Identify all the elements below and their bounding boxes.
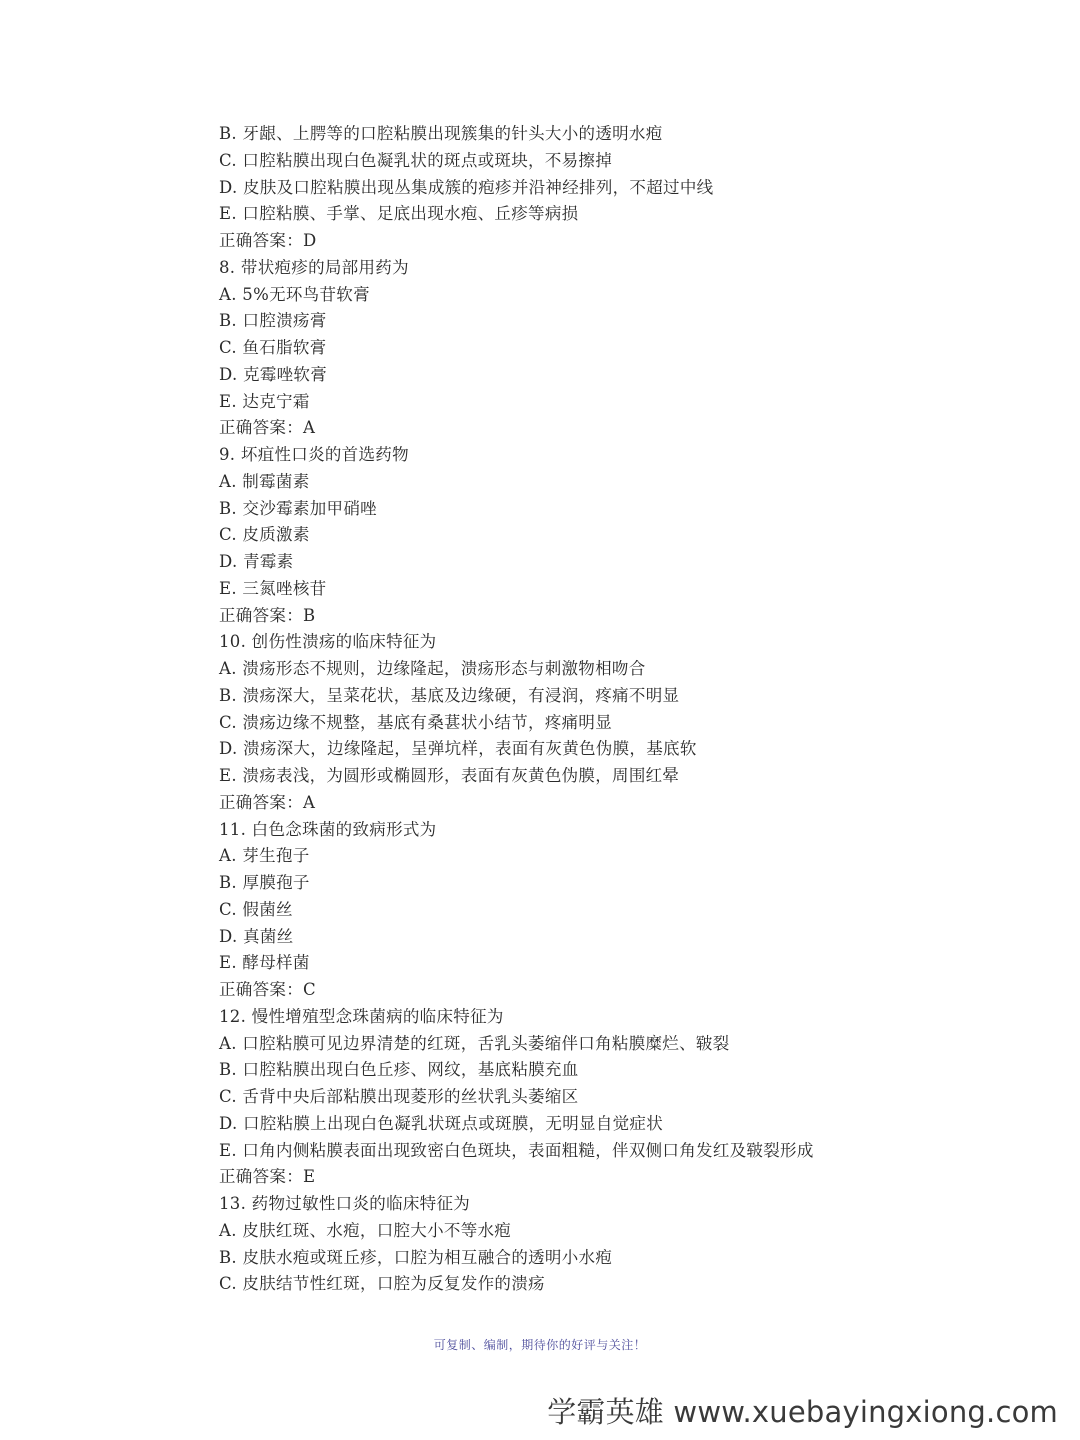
text-line: D. 青霉素: [219, 552, 294, 571]
text-line: C. 皮质激素: [219, 525, 310, 545]
answer-line: 正确答案：E: [219, 1167, 316, 1187]
text-line: A. 5%无环鸟苷软膏: [219, 284, 370, 304]
text-line: B. 牙龈、上腭等的口腔粘膜出现簇集的针头大小的透明水疱: [219, 124, 663, 143]
question-line: 13. 药物过敏性口炎的临床特征为: [219, 1194, 471, 1213]
text-line: A. 口腔粘膜可见边界清楚的红斑，舌乳头萎缩伴口角粘膜糜烂、皲裂: [219, 1033, 730, 1053]
text-line: C. 舌背中央后部粘膜出现菱形的丝状乳头萎缩区: [219, 1087, 579, 1106]
question-line: 11. 白色念珠菌的致病形式为: [219, 819, 437, 839]
text-line: E. 三氮唑核苷: [219, 578, 327, 598]
text-line: B. 交沙霉素加甲硝唑: [219, 498, 377, 518]
text-line: B. 口腔粘膜出现白色丘疹、网纹，基底粘膜充血: [219, 1060, 579, 1080]
text-line: D. 真菌丝: [219, 926, 294, 946]
text-line: A. 溃疡形态不规则，边缘隆起，溃疡形态与刺激物相吻合: [219, 659, 646, 678]
text-line: B. 皮肤水疱或斑丘疹，口腔为相互融合的透明小水疱: [219, 1247, 613, 1267]
text-line: B. 溃疡深大，呈菜花状，基底及边缘硬，有浸润，疼痛不明显: [219, 685, 680, 705]
site-watermark: 学霸英雄 www.xuebayingxiong.com: [547, 1395, 1058, 1429]
text-line: D. 克霉唑软膏: [219, 364, 328, 384]
text-line: E. 达克宁霜: [219, 391, 310, 411]
text-line: E. 口腔粘膜、手掌、足底出现水疱、丘疹等病损: [219, 204, 579, 224]
question-line: 10. 创伤性溃疡的临床特征为: [219, 632, 437, 652]
text-line: A. 皮肤红斑、水疱，口腔大小不等水疱: [219, 1220, 512, 1240]
text-line: D. 溃疡深大，边缘隆起，呈弹坑样，表面有灰黄色伪膜，基底软: [219, 739, 697, 759]
text-line: B. 厚膜孢子: [219, 873, 310, 892]
text-line: D. 皮肤及口腔粘膜出现丛集成簇的疱疹并沿神经排列，不超过中线: [219, 177, 714, 197]
text-line: E. 溃疡表浅，为圆形或椭圆形，表面有灰黄色伪膜，周围红晕: [219, 766, 680, 785]
text-line: C. 鱼石脂软膏: [219, 338, 327, 357]
text-line: C. 假菌丝: [219, 899, 293, 919]
question-line: 8. 带状疱疹的局部用药为: [219, 257, 409, 277]
text-line: A. 制霉菌素: [219, 471, 310, 491]
text-line: E. 口角内侧粘膜表面出现致密白色斑块，表面粗糙，伴双侧口角发红及皲裂形成: [219, 1140, 814, 1160]
answer-line: 正确答案：A: [219, 418, 316, 438]
text-line: E. 酵母样菌: [219, 953, 310, 973]
answer-line: 正确答案：D: [219, 231, 317, 250]
text-line: C. 皮肤结节性红斑，口腔为反复发作的溃疡: [219, 1274, 545, 1294]
text-line: B. 口腔溃疡膏: [219, 311, 327, 331]
answer-line: 正确答案：B: [219, 605, 316, 625]
text-line: D. 口腔粘膜上出现白色凝乳状斑点或斑膜，无明显自觉症状: [219, 1113, 664, 1133]
answer-line: 正确答案：A: [219, 792, 316, 812]
text-line: C. 溃疡边缘不规整，基底有桑葚状小结节，疼痛明显: [219, 712, 613, 732]
question-line: 9. 坏疽性口炎的首选药物: [219, 445, 409, 464]
footer-note: 可复制、编制，期待你的好评与关注！: [433, 1338, 647, 1352]
text-line: A. 芽生孢子: [219, 846, 310, 866]
question-line: 12. 慢性增殖型念珠菌病的临床特征为: [219, 1006, 504, 1026]
text-line: C. 口腔粘膜出现白色凝乳状的斑点或斑块，不易擦掉: [219, 150, 613, 170]
answer-line: 正确答案：C: [219, 980, 316, 999]
document-body: [219, 121, 999, 1298]
